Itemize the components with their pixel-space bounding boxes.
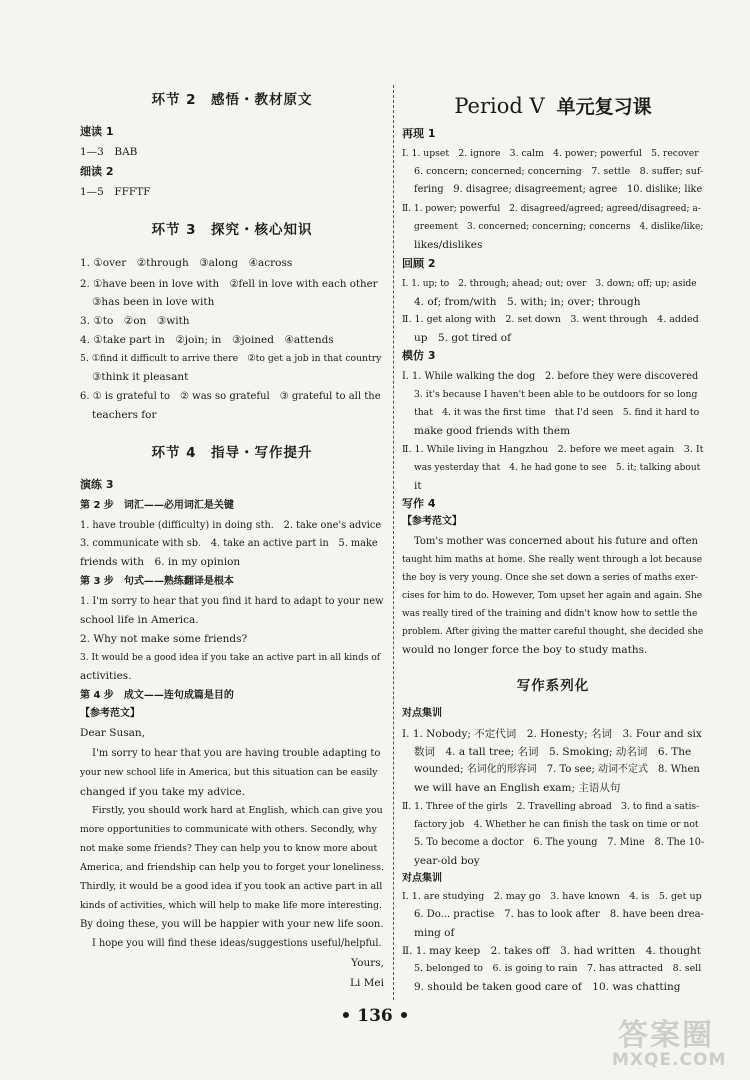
right-text-line: Ⅱ. 1. While living in Hangzhou 2. before we meet again 3. It (402, 444, 704, 455)
right-text-line: Ⅰ. 1. are studying 2. may go 3. have known 4. is 5. get up (402, 891, 702, 902)
right-text-line: year-old boy (414, 855, 480, 867)
left-text-line: ③has been in love with (92, 296, 215, 308)
page-number: • 136 • (340, 1006, 410, 1026)
right-text-line: 写作系列化 (516, 678, 590, 694)
left-text-line: 1—3 BAB (80, 146, 138, 158)
right-text-line: 5. To become a doctor 6. The young 7. Mine 8. The 10- (414, 837, 705, 848)
left-text-line: I hope you will find these ideas/suggestions useful/helpful. (92, 938, 382, 949)
left-text-line: 环节 4 指导・写作提升 (151, 445, 313, 461)
left-text-line: I'm sorry to hear that you are having trouble adapting to (92, 748, 381, 759)
left-text-line: 6. ① is grateful to ② was so grateful ③ grateful to all the (80, 391, 381, 402)
right-text-line: that 4. it was the first time that I'd seen 5. find it hard to (414, 407, 700, 418)
right-text-line: problem. After giving the matter careful thought, she decided she (402, 627, 704, 637)
left-text-line: 1—5 FFFTF (80, 186, 151, 198)
left-text-line: your new school life in America, but this situation can be easily (80, 767, 378, 778)
right-text-line: likes/dislikes (414, 239, 483, 251)
right-text-line: 6. concern; concerned; concerning 7. settle 8. suffer; suf- (414, 166, 704, 177)
right-text-line: 9. should be taken good care of 10. was chatting (414, 981, 681, 993)
left-text-line: activities. (80, 670, 132, 682)
right-text-line: was yesterday that 4. he had gone to see 5. it; talking about (414, 463, 701, 473)
period-title-en: Period Ⅴ (454, 94, 545, 118)
right-text-line: 模仿 3 (402, 349, 436, 362)
right-text-line: 回顾 2 (402, 257, 436, 270)
left-text-line: 环节 3 探究・核心知识 (151, 222, 313, 238)
right-text-line: 对点集训 (402, 873, 442, 884)
left-text-line: Firstly, you should work hard at English, which can give you (92, 805, 383, 816)
left-text-line: 速读 1 (80, 125, 114, 138)
right-text-line: would no longer force the boy to study maths. (402, 644, 648, 656)
right-text-line: wounded; 名词化的形容词 7. To see; 动词不定式 8. When (414, 764, 700, 775)
right-text-line: ming of (414, 927, 455, 939)
column-divider (393, 85, 394, 1000)
right-text-line: was really tired of the training and didn't know how to settle the (402, 609, 698, 619)
left-text-line: 第 3 步 句式——熟练翻译是根本 (80, 576, 234, 587)
left-text-line: 5. ①find it difficult to arrive there ②to get a job in that country (80, 353, 382, 364)
left-text-line: friends with 6. in my opinion (80, 556, 241, 568)
right-text-line: 5. belonged to 6. is going to rain 7. has attracted 8. sell (414, 963, 702, 974)
left-text-line: Yours, (351, 957, 384, 969)
right-text-line: we will have an English exam; 主语从句 (414, 782, 621, 794)
left-text-line: 3. It would be a good idea if you take an active part in all kinds of (80, 653, 381, 663)
left-text-line: more opportunities to communicate with others. Secondly, why (80, 824, 377, 835)
left-text-line: 1. I'm sorry to hear that you find it hard to adapt to your new (80, 596, 384, 607)
right-text-line: it (414, 480, 422, 492)
right-text-line: 3. it's because I haven't been able to be outdoors for so long (414, 389, 698, 400)
left-text-line: changed if you take my advice. (80, 786, 245, 798)
left-text-line: By doing these, you will be happier with your new life soon. (80, 919, 384, 930)
left-text-line: ③think it pleasant (92, 371, 189, 383)
right-text-line: Tom's mother was concerned about his future and often (414, 536, 698, 547)
right-text-line: factory job 4. Whether he can finish the task on time or not (414, 819, 699, 830)
left-text-line: Dear Susan, (80, 727, 145, 739)
left-text-line: 3. ①to ②on ③with (80, 315, 190, 327)
left-text-line: Li Mei (350, 977, 384, 989)
right-text-line: 数词 4. a tall tree; 名词 5. Smoking; 动名词 6. The (414, 746, 692, 758)
watermark-text: 答案圈 (618, 1018, 714, 1053)
watermark-logo (612, 1010, 740, 1072)
right-text-line: 【参考范文】 (402, 516, 462, 527)
left-text-line: not make some friends? They can help you to know more about (80, 843, 378, 854)
period-title-cn: 单元复习课 (556, 96, 652, 118)
right-text-line: 对点集训 (402, 708, 442, 719)
right-text-line: 再现 1 (402, 127, 436, 140)
right-text-line: 6. Do... practise 7. has to look after 8. have been drea- (414, 909, 704, 920)
right-column (402, 0, 704, 1080)
right-text-line: greement 3. concerned; concerning; concerns 4. dislike/like; (414, 222, 704, 232)
watermark-url: MXQE.COM (612, 1050, 727, 1070)
left-text-line: 【参考范文】 (80, 708, 140, 719)
right-text-line: Ⅰ. 1. upset 2. ignore 3. calm 4. power; powerful 5. recover (402, 148, 699, 159)
right-text-line: 4. of; from/with 5. with; in; over; through (414, 296, 641, 308)
right-text-line: Ⅱ. 1. may keep 2. takes off 3. had written 4. thought (402, 945, 701, 957)
right-text-line: Ⅱ. 1. get along with 2. set down 3. went through 4. added (402, 314, 699, 325)
left-text-line: 1. have trouble (difficulty) in doing sth. 2. take one's advice (80, 520, 382, 531)
right-text-line: Ⅱ. 1. power; powerful 2. disagreed/agreed; agreed/disagreed; a- (402, 204, 701, 214)
right-text-line: up 5. got tired of (414, 332, 512, 344)
left-text-line: America, and friendship can help you to forget your loneliness. (80, 862, 384, 873)
right-text-line: taught him maths at home. She really went through a lot because (402, 555, 703, 565)
right-text-line: 写作 4 (402, 497, 436, 510)
left-text-line: teachers for (92, 409, 157, 421)
left-text-line: kinds of activities, which will help to make life more interesting. (80, 900, 382, 911)
left-text-line: school life in America. (80, 614, 199, 626)
left-text-line: 演练 3 (80, 478, 114, 491)
right-text-line: make good friends with them (414, 425, 571, 437)
left-text-line: 2. Why not make some friends? (80, 633, 248, 645)
period-title (402, 92, 704, 119)
left-text-line: 第 2 步 词汇——必用词汇是关键 (80, 500, 234, 511)
left-column (80, 0, 384, 1080)
left-text-line: 2. ①have been in love with ②fell in love with each other (80, 278, 378, 290)
right-text-line: cises for him to do. However, Tom upset her again and again. She (402, 591, 703, 601)
right-text-line: fering 9. disagree; disagreement; agree 10. dislike; like (414, 184, 703, 195)
right-text-line: Ⅰ. 1. While walking the dog 2. before they were discovered (402, 371, 699, 382)
left-text-line: 细读 2 (80, 165, 114, 178)
left-text-line: 环节 2 感悟・教材原文 (151, 92, 313, 108)
right-text-line: the boy is very young. Once she set down a series of maths exer- (402, 573, 698, 583)
left-text-line: 1. ①over ②through ③along ④across (80, 257, 293, 269)
left-text-line: 第 4 步 成文——连句成篇是目的 (80, 690, 234, 701)
left-text-line: 3. communicate with sb. 4. take an active part in 5. make (80, 538, 378, 549)
left-text-line: 4. ①take part in ②join; in ③joined ④attends (80, 334, 334, 346)
right-text-line: Ⅰ. 1. Nobody; 不定代词 2. Honesty; 名词 3. Four and six (402, 728, 702, 740)
left-text-line: Thirdly, it would be a good idea if you took an active part in all (80, 881, 383, 892)
right-text-line: Ⅱ. 1. Three of the girls 2. Travelling abroad 3. to find a satis- (402, 801, 700, 812)
right-text-line: Ⅰ. 1. up; to 2. through; ahead; out; over 3. down; off; up; aside (402, 279, 697, 289)
